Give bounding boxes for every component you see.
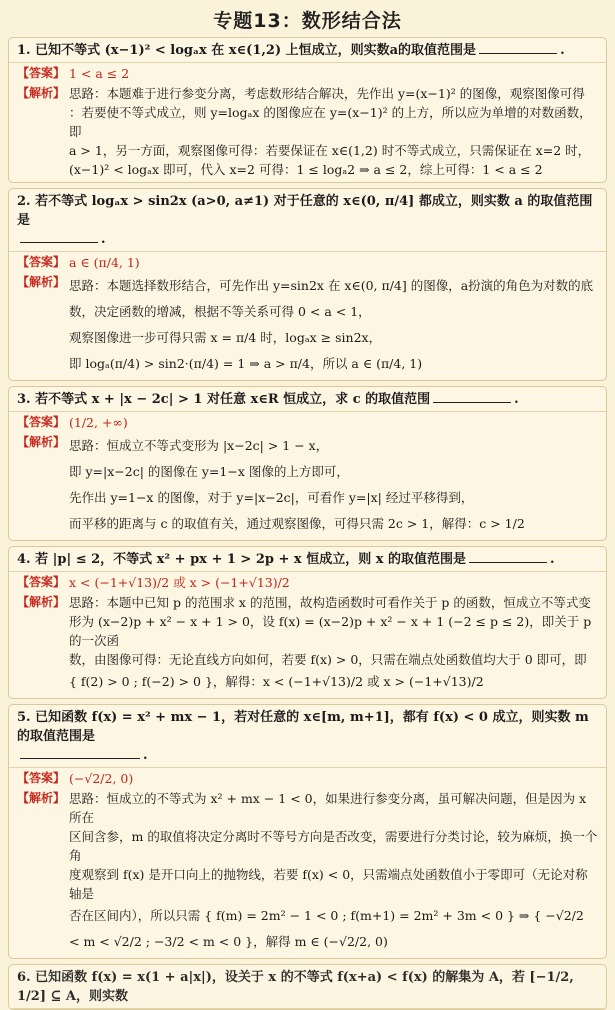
analysis-line: 数，决定函数的增减，根据不等关系可得 0 < a < 1，: [69, 304, 371, 319]
question-text: 3. 若不等式 x + |x − 2c| > 1 对任意 x∈R 恒成立，求 c 的取值范围: [17, 392, 431, 407]
answer-text: x < (−1+√13)/2 或 x > (−1+√13)/2: [69, 575, 290, 590]
analysis-line: 即 y=|x−2c| 的图像在 y=1−x 图像的上方即可，: [69, 464, 349, 479]
answer-row: [9, 412, 606, 432]
problem-3-question: [9, 387, 606, 412]
analysis-tag: 【解析】: [17, 435, 66, 449]
problem-2-question: [9, 189, 606, 252]
question-text: 1. 已知不等式 (x−1)² < logₐx 在 x∈(1,2) 上恒成立，则实数a的取值范围是: [17, 43, 477, 58]
analysis-line: 思路：恒成立的不等式为 x² + mx − 1 < 0，如果进行参变分离，虽可解决问题，但是因为 x 所在: [69, 791, 587, 825]
analysis-line: 思路：本题选择数形结合，可先作出 y=sin2x 在 x∈(0, π/4] 的图像，a扮演的角色为对数的底: [69, 278, 594, 293]
analysis-line: 即 logₐ(π/4) > sin2·(π/4) = 1 ⇒ a > π/4，所以 a ∈ (π/4, 1): [69, 356, 423, 371]
answer-text: (1/2, +∞): [69, 415, 128, 430]
analysis-line: 观察图像进一步可得只需 x = π/4 时，logₐx ≥ sin2x，: [69, 330, 382, 345]
answer-text: (−√2/2, 0): [69, 771, 134, 786]
answer-tag: 【答案】: [17, 771, 66, 785]
answer-row: [9, 572, 606, 592]
question-text: 4. 若 |p| ≤ 2，不等式 x² + px + 1 > 2p + x 恒成立，则 x 的取值范围是: [17, 552, 467, 567]
problem-6: [8, 964, 607, 1010]
analysis-line: ：若要使不等式成立，则 y=logₐx 的图像应在 y=(x−1)² 的上方，所以应为单增的对数函数，即: [69, 105, 592, 139]
analysis-line: a > 1，另一方面，观察图像可得：若要保证在 x∈(1,2) 时不等式成立，只需保证在 x=2 时，: [69, 143, 591, 158]
analysis-row: [9, 432, 606, 537]
answer-tag: 【答案】: [17, 575, 66, 589]
analysis-row: [9, 272, 606, 377]
problem-2: [8, 188, 607, 381]
answer-tag: 【答案】: [17, 415, 66, 429]
analysis-row: [9, 592, 606, 695]
problem-4-question: [9, 547, 606, 572]
analysis-line: 数，由图像可得：无论直线方向如何，若要 f(x) > 0，只需在端点处函数值均大于 0 即可，即: [69, 652, 587, 667]
answer-blank: [433, 390, 511, 403]
analysis-tag: 【解析】: [17, 275, 66, 289]
problem-3: [8, 386, 607, 541]
page-title: 专题13：数形结合法: [213, 10, 402, 32]
problem-5: [8, 704, 607, 959]
answer-row: [9, 768, 606, 788]
question-end: .: [550, 552, 555, 567]
analysis-line: 思路：恒成立不等式变形为 |x−2c| > 1 − x，: [69, 438, 329, 453]
answer-blank: [469, 550, 547, 563]
analysis-line: 区间含参，m 的取值将决定分离时不等号方向是否改变，需要进行分类讨论，较为麻烦，换一个角: [69, 829, 598, 863]
question-end: .: [101, 232, 106, 247]
analysis-line: 度观察到 f(x) 是开口向上的抛物线，若要 f(x) < 0，只需端点处函数值小于零即可（无论对称轴是: [69, 867, 588, 901]
page: [0, 6, 615, 1004]
question-end: .: [143, 748, 148, 763]
problem-4: [8, 546, 607, 699]
analysis-line: { f(2) > 0 ; f(−2) > 0 }，解得：x < (−1+√13)/2 或 x > (−1+√13)/2: [69, 674, 484, 689]
question-end: .: [514, 392, 519, 407]
answer-text: 1 < a ≤ 2: [69, 66, 130, 81]
analysis-line: 形为 (x−2)p + x² − x + 1 > 0，设 f(x) = (x−2)p + x² − x + 1 (−2 ≤ p ≤ 2)，即关于 p 的一次函: [69, 614, 592, 648]
analysis-row: [9, 83, 606, 179]
question-text: 5. 已知函数 f(x) = x² + mx − 1，若对任意的 x∈[m, m+1]，都有 f(x) < 0 成立，则实数 m 的取值范围是: [17, 710, 589, 744]
analysis-line: 先作出 y=1−x 的图像，对于 y=|x−2c|，可看作 y=|x| 经过平移得到，: [69, 490, 474, 505]
answer-row: [9, 252, 606, 272]
analysis-line: (x−1)² < logₐx 即可，代入 x=2 可得：1 ≤ logₐ2 ⇒ a ≤ 2，综上可得：1 < a ≤ 2: [69, 162, 543, 177]
question-text: 6. 已知函数 f(x) = x(1 + a|x|)，设关于 x 的不等式 f(x+a) < f(x) 的解集为 A，若 [−1/2, 1/2] ⊆ A，则实数: [17, 970, 574, 1004]
analysis-line: 思路：本题中已知 p 的范围求 x 的范围，故构造函数时可看作关于 p 的函数，恒成立不等式变: [69, 595, 591, 610]
answer-tag: 【答案】: [17, 66, 66, 80]
problem-1: [8, 37, 607, 183]
answer-row: [9, 63, 606, 83]
question-text: 2. 若不等式 logₐx > sin2x (a>0, a≠1) 对于任意的 x∈(0, π/4] 都成立，则实数 a 的取值范围是: [17, 194, 593, 228]
answer-blank: [20, 746, 140, 759]
problem-6-question: [9, 965, 606, 1009]
analysis-line: 而平移的距离与 c 的取值有关，通过观察图像，可得只需 2c > 1，解得：c > 1/2: [69, 516, 525, 531]
problem-1-question: [9, 38, 606, 63]
analysis-tag: 【解析】: [17, 595, 66, 609]
analysis-tag: 【解析】: [17, 86, 66, 100]
answer-blank: [20, 230, 98, 243]
answer-blank: [479, 41, 557, 54]
problem-5-question: [9, 705, 606, 768]
analysis-line: 否在区间内），所以只需 { f(m) = 2m² − 1 < 0 ; f(m+1) = 2m² + 3m < 0 } ⇒ { −√2/2 < m < √2/2 ; −3/2 < m < 0 }，解得 m ∈ (−√2/2, 0): [69, 908, 584, 949]
answer-text: a ∈ (π/4, 1): [69, 255, 140, 270]
analysis-line: 思路：本题难于进行参变分离，考虑数形结合解决，先作出 y=(x−1)² 的图像，观察图像可得: [69, 86, 585, 101]
question-end: .: [560, 43, 565, 58]
analysis-tag: 【解析】: [17, 791, 66, 805]
analysis-row: [9, 788, 606, 955]
answer-tag: 【答案】: [17, 255, 66, 269]
